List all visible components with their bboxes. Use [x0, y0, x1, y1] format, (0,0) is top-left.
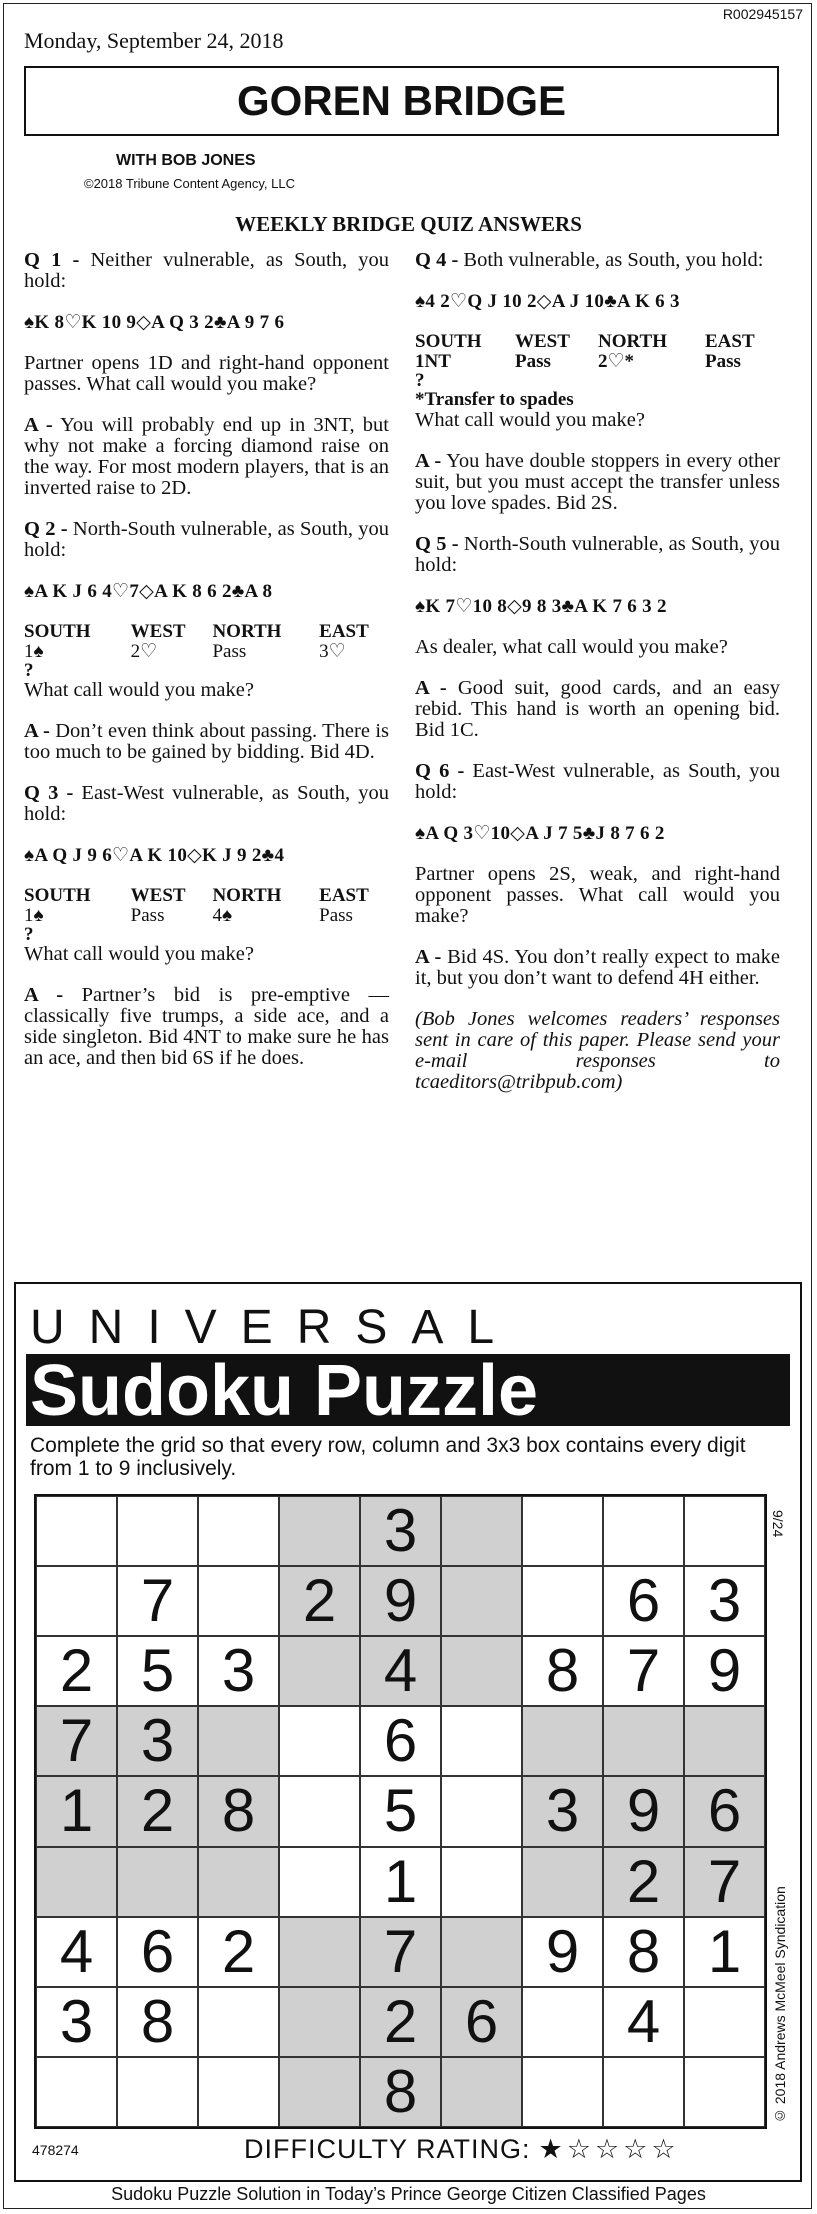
sudoku-cell: 3 — [360, 1496, 441, 1566]
bidding-header: SOUTH — [24, 885, 91, 906]
bidding-header: NORTH — [212, 621, 282, 642]
sudoku-cell: 6 — [603, 1566, 684, 1636]
q5-hand: ♠K 7♡10 8◇9 8 3♣A K 7 6 3 2 — [415, 596, 667, 617]
sudoku-syndication: © 2018 Andrews McMeel Syndication — [772, 1886, 788, 2124]
sudoku-cell — [279, 1776, 360, 1846]
author-note: (Bob Jones welcomes readers’ responses sent in care of this paper. Please send your e-mail responses to tcaeditors@tribpub.com) — [415, 1008, 780, 1093]
sudoku-cell — [522, 1847, 603, 1917]
sudoku-cell: 1 — [360, 1847, 441, 1917]
sudoku-cell: 2 — [36, 1636, 117, 1706]
q3-answer-label: A - — [24, 984, 64, 1006]
sudoku-cell — [441, 1776, 522, 1846]
q3-text: East-West vulnerable, as South, you hold: — [24, 782, 389, 825]
sudoku-cell — [198, 1496, 279, 1566]
bid: Pass — [130, 905, 165, 926]
q5-answer-text: Good suit, good cards, and an easy rebid. This hand is worth an opening bid. Bid 1C. — [415, 677, 780, 741]
q5-answer — [415, 678, 780, 741]
sudoku-cell — [198, 1987, 279, 2057]
sudoku-cell: 7 — [36, 1706, 117, 1776]
q1-question — [24, 250, 389, 292]
sudoku-cell: 9 — [360, 1566, 441, 1636]
sudoku-cell: 8 — [603, 1917, 684, 1987]
bidding-header: WEST — [130, 885, 186, 906]
sudoku-cell: 6 — [684, 1776, 765, 1846]
q4-call-question: What call would you make? — [415, 409, 645, 431]
q2-label: Q 2 - — [24, 518, 68, 540]
q1-answer — [24, 415, 389, 499]
q3-label: Q 3 - — [24, 782, 74, 804]
q3-answer-text: Partner’s bid is pre-emptive — classically five trumps, a side ace, and a side singleton. Bid 4NT to make sure he has an ace, and then bid 6S if he does. — [24, 984, 389, 1069]
q1-text: Neither vulnerable, as South, you hold: — [24, 249, 389, 292]
sudoku-instructions: Complete the grid so that every row, column and 3x3 box contains every digit from 1 to 9 inclusively. — [30, 1434, 746, 1480]
sudoku-cell — [441, 1706, 522, 1776]
sudoku-cell — [198, 1847, 279, 1917]
q5-question — [415, 534, 780, 576]
bid: 1♠ — [24, 905, 44, 926]
q1-answer-text: You will probably end up in 3NT, but why not make a forcing diamond raise on the way. For most modern players, that is an inverted raise to 2D. — [24, 414, 389, 499]
sudoku-cell: 7 — [117, 1566, 198, 1636]
q2-question — [24, 519, 389, 561]
sudoku-cell: 3 — [522, 1776, 603, 1846]
sudoku-cell: 3 — [117, 1706, 198, 1776]
bidding-header: WEST — [130, 621, 186, 642]
q4-question-mark: ? — [415, 370, 425, 391]
q6-answer — [415, 947, 780, 989]
sudoku-cell: 7 — [603, 1636, 684, 1706]
sudoku-cell — [603, 1496, 684, 1566]
bid: Pass — [515, 351, 551, 372]
q2-bidding-table — [24, 622, 389, 662]
sudoku-cell — [279, 1496, 360, 1566]
q1-label: Q 1 - — [24, 249, 80, 271]
sudoku-cell — [117, 1496, 198, 1566]
byline: WITH BOB JONES — [116, 152, 256, 169]
sudoku-cell — [522, 1987, 603, 2057]
q3-answer — [24, 985, 389, 1069]
difficulty-rating — [244, 2134, 680, 2165]
bidding-header: SOUTH — [24, 621, 91, 642]
q3-hand: ♠A Q J 9 6♡A K 10◇K J 9 2♣4 — [24, 845, 285, 866]
q5-answer-label: A - — [415, 677, 447, 699]
sudoku-cell: 3 — [684, 1566, 765, 1636]
sudoku-title: Sudoku Puzzle — [26, 1354, 790, 1426]
bid: 1♠ — [24, 641, 44, 662]
bid: Pass — [212, 641, 247, 662]
column-title: GOREN BRIDGE — [24, 66, 779, 136]
q2-answer — [24, 721, 389, 763]
sudoku-cell: 6 — [360, 1706, 441, 1776]
left-column — [24, 250, 389, 1089]
q6-label: Q 6 - — [415, 760, 465, 782]
q5-label: Q 5 - — [415, 533, 459, 555]
q2-answer-text: Don’t even think about passing. There is too much to be gained by bidding. Bid 4D. — [24, 720, 389, 763]
sudoku-cell: 4 — [36, 1917, 117, 1987]
q4-answer-text: You have double stoppers in every other suit, but you must accept the transfer unless you love spades. Bid 2S. — [415, 450, 780, 514]
bid: 4♠ — [212, 905, 233, 926]
sudoku-panel — [14, 1282, 802, 2182]
bidding-header: WEST — [515, 331, 570, 352]
sudoku-grid — [34, 1494, 767, 2129]
sudoku-cell — [684, 1987, 765, 2057]
q6-hand: ♠A Q 3♡10◇A J 7 5♣J 8 7 6 2 — [415, 823, 665, 844]
sudoku-cell — [198, 1566, 279, 1636]
sudoku-cell: 5 — [117, 1636, 198, 1706]
bidding-header: NORTH — [212, 885, 282, 906]
sudoku-cell — [279, 1636, 360, 1706]
bidding-header: EAST — [319, 885, 369, 906]
bid: 3♡ — [319, 641, 346, 662]
sudoku-cell: 3 — [198, 1636, 279, 1706]
sudoku-cell: 8 — [198, 1776, 279, 1846]
bidding-header: EAST — [705, 331, 755, 352]
q4-answer — [415, 451, 780, 514]
q1-hand: ♠K 8♡K 10 9◇A Q 3 2♣A 9 7 6 — [24, 312, 285, 333]
sudoku-cell — [441, 1847, 522, 1917]
publication-date: Monday, September 24, 2018 — [24, 28, 284, 53]
sudoku-cell — [36, 2057, 117, 2127]
q5-situation: As dealer, what call would you make? — [415, 636, 728, 658]
sudoku-cell: 2 — [198, 1917, 279, 1987]
q4-label: Q 4 - — [415, 249, 459, 271]
sudoku-cell: 4 — [603, 1987, 684, 2057]
sudoku-cell — [198, 2057, 279, 2127]
q4-question — [415, 250, 780, 271]
sudoku-cell — [522, 2057, 603, 2127]
q1-answer-label: A - — [24, 414, 53, 436]
sudoku-cell — [117, 2057, 198, 2127]
sudoku-cell — [279, 1847, 360, 1917]
sudoku-cell — [441, 1566, 522, 1636]
footer-note: Sudoku Puzzle Solution in Today’s Prince George Citizen Classified Pages — [111, 2184, 706, 2204]
q2-text: North-South vulnerable, as South, you hold: — [24, 518, 389, 561]
sudoku-cell: 8 — [522, 1636, 603, 1706]
sudoku-puzzle-number: 478274 — [32, 2142, 79, 2158]
sudoku-cell: 2 — [603, 1847, 684, 1917]
sudoku-cell: 3 — [36, 1987, 117, 2057]
sudoku-cell: 8 — [360, 2057, 441, 2127]
q3-bidding-table — [24, 886, 389, 926]
sudoku-cell: 6 — [441, 1987, 522, 2057]
sudoku-cell — [603, 2057, 684, 2127]
document-id: R002945157 — [722, 6, 803, 22]
q6-situation: Partner opens 2S, weak, and right-hand opponent passes. What call would you make? — [415, 863, 780, 927]
q4-answer-label: A - — [415, 450, 442, 472]
sudoku-cell: 1 — [36, 1776, 117, 1846]
sudoku-cell: 9 — [522, 1917, 603, 1987]
bid: Pass — [705, 351, 741, 372]
sudoku-cell — [522, 1706, 603, 1776]
sudoku-cell — [603, 1706, 684, 1776]
q2-question-mark: ? — [24, 660, 34, 681]
bid: 2♡* — [598, 351, 635, 372]
bidding-header: NORTH — [598, 331, 668, 352]
q3-call-question: What call would you make? — [24, 943, 254, 965]
sudoku-cell: 2 — [360, 1987, 441, 2057]
sudoku-cell: 5 — [360, 1776, 441, 1846]
q6-question — [415, 761, 780, 803]
sudoku-date-code: 9/24 — [770, 1510, 786, 1538]
q1-situation: Partner opens 1D and right-hand opponent passes. What call would you make? — [24, 352, 389, 395]
q2-call-question: What call would you make? — [24, 679, 254, 701]
q4-hand: ♠4 2♡Q J 10 2◇A J 10♣A K 6 3 — [415, 291, 680, 312]
q5-text: North-South vulnerable, as South, you hold: — [415, 533, 780, 576]
sudoku-cell: 6 — [117, 1917, 198, 1987]
bid: 1NT — [415, 351, 451, 372]
sudoku-cell — [684, 1496, 765, 1566]
sudoku-cell — [522, 1566, 603, 1636]
sudoku-cell — [279, 1917, 360, 1987]
sudoku-cell — [36, 1566, 117, 1636]
q3-question-mark: ? — [24, 924, 34, 945]
sudoku-cell — [441, 1496, 522, 1566]
star-icon: ★☆☆☆☆ — [538, 2134, 680, 2164]
sudoku-cell — [441, 2057, 522, 2127]
sudoku-cell: 2 — [117, 1776, 198, 1846]
sudoku-cell — [684, 1706, 765, 1776]
q4-bidding-table — [415, 332, 775, 372]
sudoku-cell — [441, 1636, 522, 1706]
bid: 2♡ — [130, 641, 158, 662]
bidding-header: SOUTH — [415, 331, 482, 352]
q4-text: Both vulnerable, as South, you hold: — [458, 249, 764, 271]
sudoku-cell — [36, 1847, 117, 1917]
copyright-notice: ©2018 Tribune Content Agency, LLC — [84, 176, 295, 191]
difficulty-label: DIFFICULTY RATING: — [244, 2134, 531, 2164]
sudoku-cell: 7 — [360, 1917, 441, 1987]
sudoku-cell — [36, 1496, 117, 1566]
sudoku-cell: 4 — [360, 1636, 441, 1706]
sudoku-cell: 2 — [279, 1566, 360, 1636]
q3-question — [24, 783, 389, 825]
right-column — [415, 250, 780, 1113]
sudoku-cell: 8 — [117, 1987, 198, 2057]
q6-text: East-West vulnerable, as South, you hold: — [415, 760, 780, 803]
sudoku-cell: 1 — [684, 1917, 765, 1987]
sudoku-cell — [441, 1917, 522, 1987]
bidding-header: EAST — [319, 621, 369, 642]
sudoku-cell — [684, 2057, 765, 2127]
sudoku-cell — [198, 1706, 279, 1776]
sudoku-cell — [117, 1847, 198, 1917]
sudoku-cell — [279, 1706, 360, 1776]
q2-hand: ♠A K J 6 4♡7◇A K 8 6 2♣A 8 — [24, 581, 273, 602]
q6-answer-label: A - — [415, 946, 442, 968]
sudoku-cell — [279, 1987, 360, 2057]
q2-answer-label: A - — [24, 720, 50, 742]
sudoku-cell: 9 — [603, 1776, 684, 1846]
sudoku-cell: 7 — [684, 1847, 765, 1917]
sudoku-cell: 9 — [684, 1636, 765, 1706]
sudoku-cell — [522, 1496, 603, 1566]
q4-footnote: *Transfer to spades — [415, 389, 574, 410]
sudoku-cell — [279, 2057, 360, 2127]
bid: Pass — [319, 905, 353, 926]
sudoku-brand: UNIVERSAL — [30, 1301, 519, 1354]
q6-answer-text: Bid 4S. You don’t really expect to make it, but you don’t want to defend 4H either. — [415, 946, 781, 989]
quiz-heading: WEEKLY BRIDGE QUIZ ANSWERS — [235, 212, 582, 236]
